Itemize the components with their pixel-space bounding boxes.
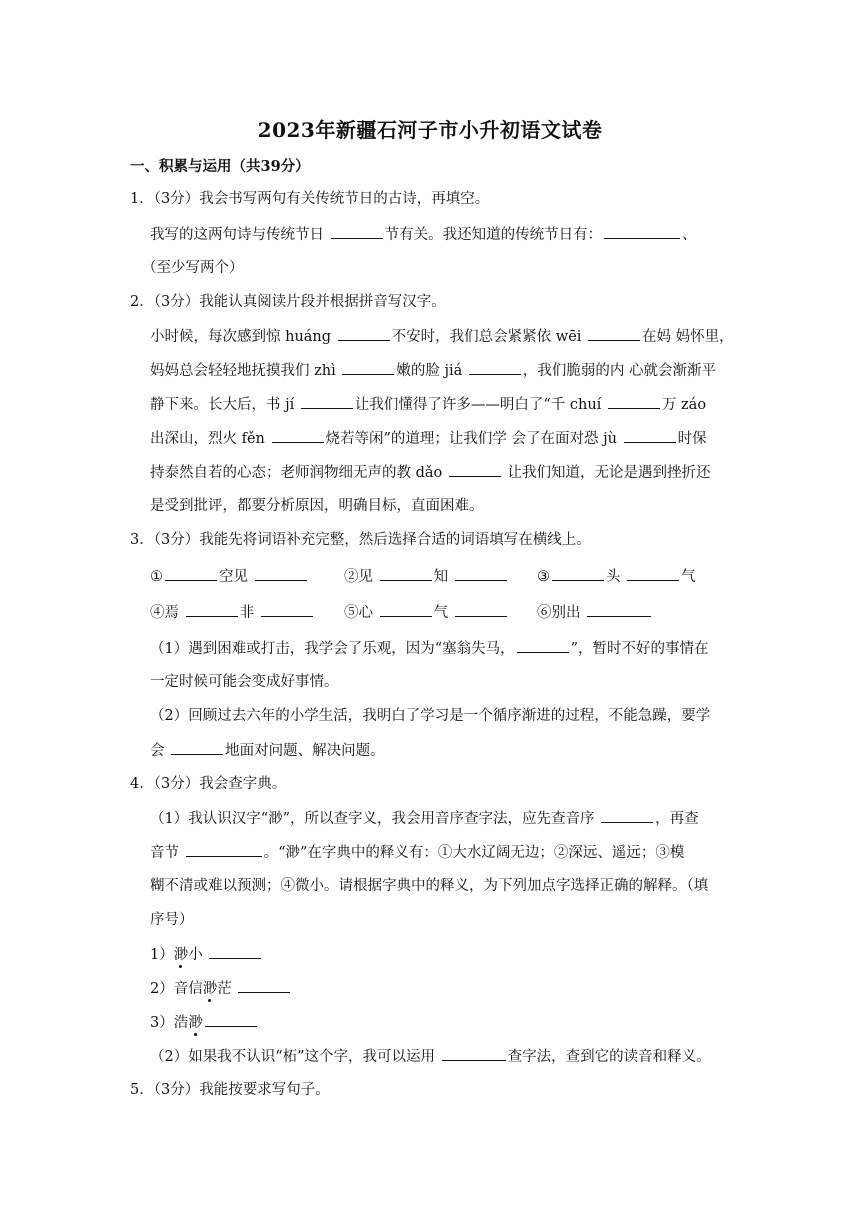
- q2-text: 不安时，我们总会紧紧依 wēi: [391, 329, 587, 345]
- answer-blank[interactable]: [601, 808, 653, 823]
- answer-blank[interactable]: [272, 428, 324, 443]
- item-number: ⑤: [344, 605, 359, 621]
- answer-blank[interactable]: [552, 566, 604, 581]
- question-2-line-5: [150, 462, 710, 483]
- q2-text: 让我们懂得了许多——明白了“千 chuí: [354, 397, 606, 413]
- idiom-part: 见: [358, 569, 378, 585]
- answer-blank[interactable]: [261, 602, 313, 617]
- question-3-sub-1-cont: 一定时候可能会变成好事情。: [150, 674, 339, 690]
- q2-text: 烧若等闲”的道理；让我们学 会了在面对恐 jù: [325, 431, 622, 447]
- question-4-part-1-cont: 糊不清或难以预测；④微小。请根据字典中的释义，为下列加点字选择正确的解释。（填: [150, 878, 709, 894]
- q4-text: ，再查: [655, 811, 699, 827]
- idiom-item-1: [150, 566, 309, 587]
- idiom-part: 非: [239, 605, 259, 621]
- answer-blank[interactable]: [165, 566, 217, 581]
- question-5-stem: 5．（3分）我能按要求写句子。: [130, 1082, 330, 1098]
- q3-text: 地面对问题、解决问题。: [225, 743, 385, 759]
- question-4-item-3: [150, 1012, 259, 1033]
- q3-text: ”，暂时不好的事情在: [570, 641, 709, 657]
- answer-blank[interactable]: [205, 1012, 257, 1027]
- idiom-item-3: [537, 566, 696, 587]
- answer-blank[interactable]: [186, 842, 262, 857]
- idiom-part: 气: [681, 569, 696, 585]
- section-heading: 一、积累与运用（共39分）: [130, 158, 310, 175]
- question-2-stem: 2．（3分）我能认真阅读片段并根据拼音写汉字。: [130, 294, 446, 310]
- emphasis-char: 渺: [202, 981, 218, 997]
- question-2-line-6: 是受到批评，都要分析原因，明确目标，直面困难。: [150, 498, 484, 514]
- question-4-part-1-cont: [150, 842, 684, 863]
- q4-item-num: 1）: [150, 947, 174, 963]
- idiom-part: 别出: [551, 605, 586, 621]
- q2-text: 在妈 妈怀里，: [642, 329, 734, 345]
- answer-blank[interactable]: [442, 1046, 506, 1061]
- idiom-part: 气: [433, 605, 453, 621]
- q2-text: 静下来。长大后，书 jí: [150, 397, 299, 413]
- question-2-line-1: [150, 326, 734, 347]
- answer-blank[interactable]: [517, 638, 569, 653]
- item-number: ⑥: [537, 605, 552, 621]
- idiom-item-6: [537, 602, 653, 623]
- question-3-sub-1: [150, 638, 709, 659]
- idiom-item-5: [344, 602, 509, 623]
- question-3-sub-2-cont: [150, 740, 385, 761]
- question-2-line-2: [150, 360, 716, 381]
- q2-text: 出深山，烈火 fěn: [150, 431, 270, 447]
- idiom-part: 头: [606, 569, 626, 585]
- idiom-part: 焉: [164, 605, 184, 621]
- answer-blank[interactable]: [338, 326, 390, 341]
- answer-blank[interactable]: [624, 428, 676, 443]
- idiom-item-4: [150, 602, 315, 623]
- answer-blank[interactable]: [209, 944, 261, 959]
- item-number: ③: [537, 569, 550, 585]
- q2-text: 妈妈总会轻轻地抚摸我们 zhì: [150, 363, 341, 379]
- q2-text: 小时候，每次感到惊 huáng: [150, 329, 336, 345]
- q2-text: ，我们脆弱的内 心就会渐渐平: [522, 363, 716, 379]
- answer-blank[interactable]: [380, 566, 432, 581]
- answer-blank[interactable]: [449, 462, 501, 477]
- q3-text: 会: [150, 743, 170, 759]
- answer-blank[interactable]: [186, 602, 238, 617]
- q4-text: （2）如果我不认识“柘”这个字，我可以运用: [150, 1049, 440, 1065]
- idiom-part: 知: [433, 569, 453, 585]
- q4-text: 。“渺”在字典中的释义有：①大水辽阔无边；②深远、遥远；③模: [263, 845, 685, 861]
- answer-blank[interactable]: [455, 566, 507, 581]
- question-3-stem: 3．（3分）我能先将词语补充完整，然后选择合适的词语填写在横线上。: [130, 532, 591, 548]
- q2-text: 万 záo: [661, 397, 707, 413]
- q4-text: 小: [188, 947, 208, 963]
- answer-blank[interactable]: [604, 224, 680, 239]
- answer-blank[interactable]: [587, 602, 651, 617]
- question-1-stem: 1．（3分）我会书写两句有关传统节日的古诗，再填空。: [130, 191, 490, 207]
- question-4-item-1: [150, 944, 263, 965]
- q3-text: （1）遇到困难或打击，我学会了乐观，因为“塞翁失马，: [150, 641, 515, 657]
- emphasis-char: 渺: [173, 947, 189, 963]
- exam-title: 2023年新疆石河子市小升初语文试卷: [257, 118, 603, 142]
- answer-blank[interactable]: [380, 602, 432, 617]
- answer-blank[interactable]: [627, 566, 679, 581]
- question-1-note: （至少写两个）: [142, 260, 244, 276]
- idiom-part: 心: [358, 605, 378, 621]
- answer-blank[interactable]: [255, 566, 307, 581]
- q1-text-a: 我写的这两句诗与传统节日: [150, 227, 329, 243]
- question-4-part-1-cont: 序号）: [150, 912, 194, 928]
- q1-text-c: 、: [682, 227, 697, 243]
- question-4-item-2: [150, 978, 292, 999]
- q2-text: 时保: [677, 431, 707, 447]
- q4-text: （1）我认识汉字“渺”，所以查字义，我会用音序查字法，应先查音序: [150, 811, 600, 827]
- q4-text: 查字法，查到它的读音和释义。: [507, 1049, 711, 1065]
- q2-text: 嫩的脸 jiá: [396, 363, 467, 379]
- q4-text: 音节: [150, 845, 184, 861]
- q2-text: 持泰然自若的心态；老师润物细无声的教 dǎo: [150, 465, 447, 481]
- emphasis-char: 渺: [188, 1015, 203, 1031]
- idiom-part: 空见: [219, 569, 253, 585]
- answer-blank[interactable]: [608, 394, 660, 409]
- q4-item-num: 2）音信: [150, 981, 203, 997]
- q1-text-b: 节有关。我还知道的传统节日有：: [384, 227, 603, 243]
- item-number: ②: [344, 569, 359, 585]
- question-4-part-1: [150, 808, 699, 829]
- idiom-item-2: [344, 566, 509, 587]
- q2-text: 让我们知道，无论是遇到挫折还: [502, 465, 711, 481]
- answer-blank[interactable]: [588, 326, 640, 341]
- answer-blank[interactable]: [342, 360, 394, 375]
- item-number: ④: [150, 605, 165, 621]
- question-2-line-3: [150, 394, 706, 415]
- q4-item-num: 3）浩: [150, 1015, 189, 1031]
- answer-blank[interactable]: [469, 360, 521, 375]
- q4-text: 茫: [217, 981, 237, 997]
- answer-blank[interactable]: [301, 394, 353, 409]
- question-4-stem: 4．（3分）我会查字典。: [130, 776, 287, 792]
- answer-blank[interactable]: [331, 224, 383, 239]
- answer-blank[interactable]: [238, 978, 290, 993]
- question-4-part-2: [150, 1046, 711, 1067]
- item-number: ①: [150, 569, 163, 585]
- answer-blank[interactable]: [171, 740, 223, 755]
- question-2-line-4: [150, 428, 707, 449]
- question-1-line: [150, 224, 697, 245]
- answer-blank[interactable]: [455, 602, 507, 617]
- question-3-sub-2: （2）回顾过去六年的小学生活，我明白了学习是一个循序渐进的过程，不能急躁，要学: [150, 708, 711, 724]
